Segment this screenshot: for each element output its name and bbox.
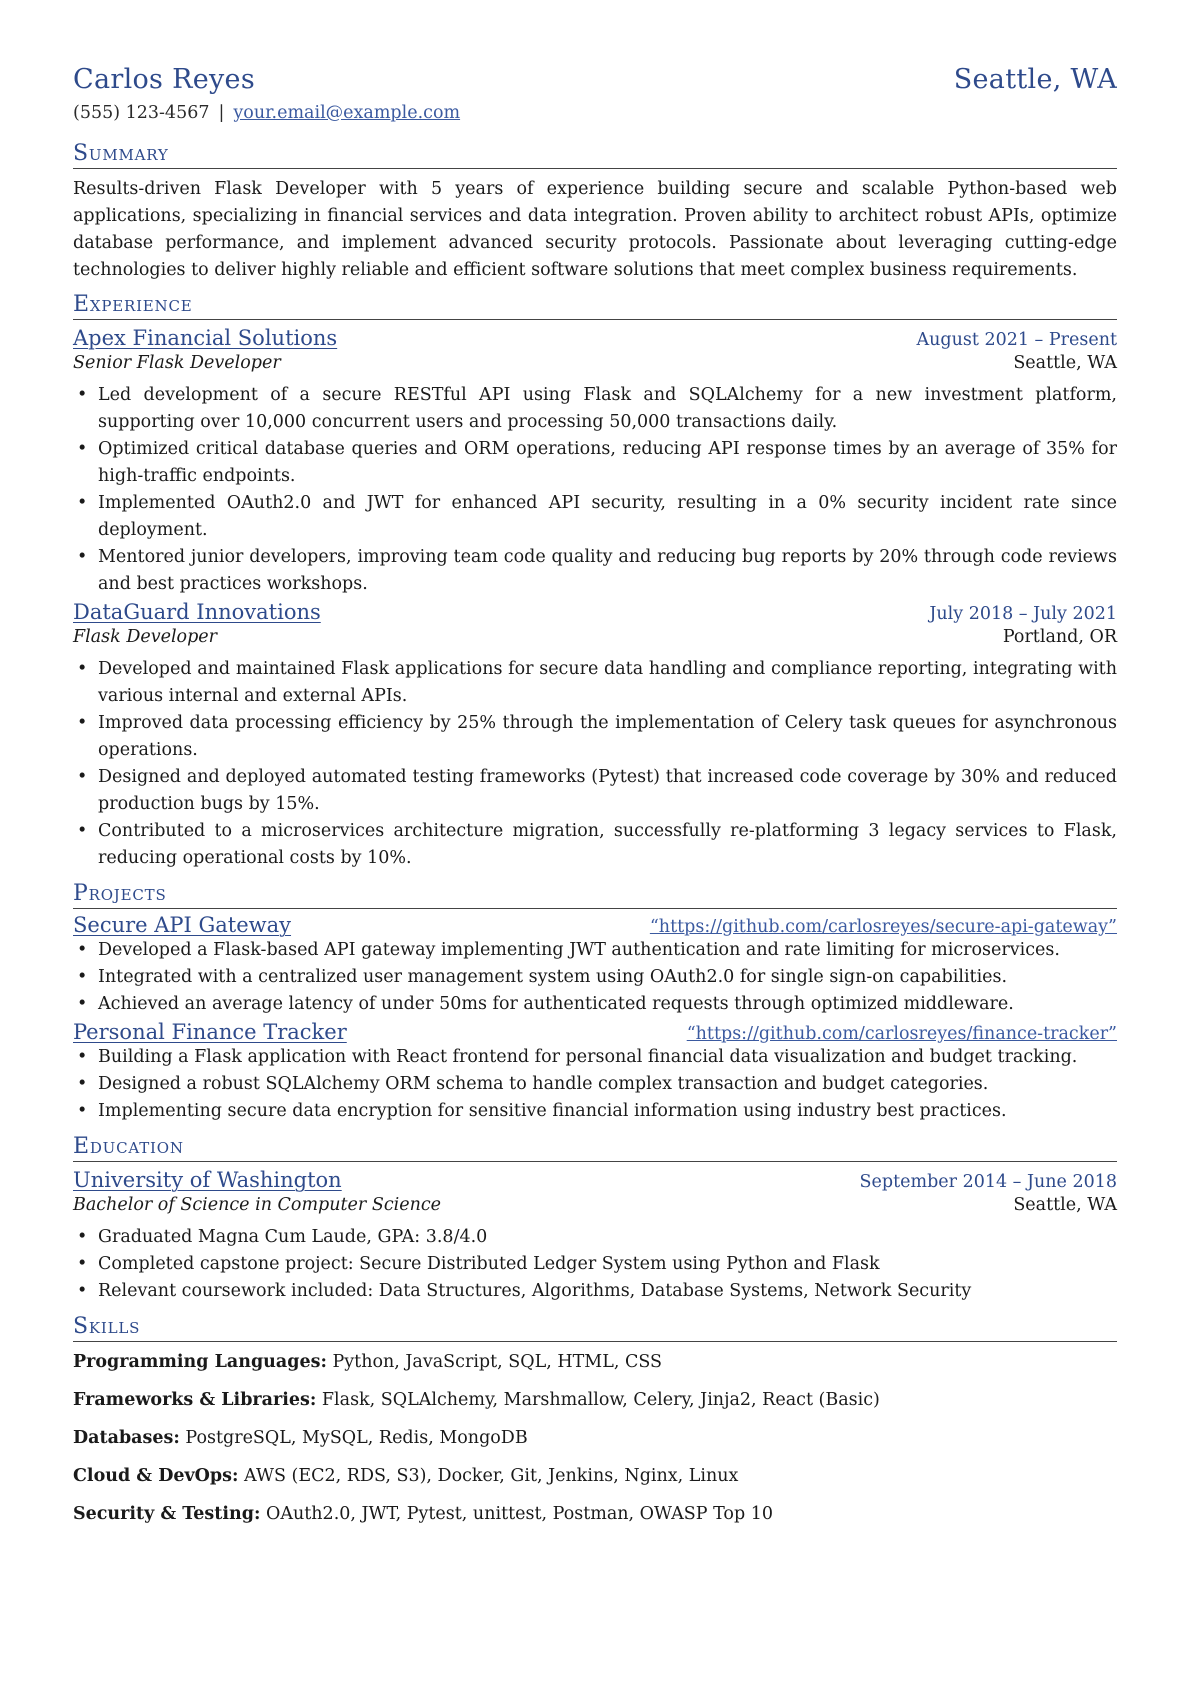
skill-value: PostgreSQL, MySQL, Redis, MongoDB [185, 1428, 528, 1448]
list-item: • Graduated Magna Cum Laude, GPA: 3.8/4.0 [73, 1224, 1117, 1251]
skill-value: AWS (EC2, RDS, S3), Docker, Git, Jenkins, Nginx, Linux [244, 1466, 739, 1486]
contact-line [73, 103, 1117, 123]
skill-label: Cloud & DevOps: [73, 1466, 239, 1486]
skill-row [73, 1463, 1117, 1490]
company-name[interactable]: DataGuard Innovations [73, 600, 321, 624]
project-entry [73, 913, 1117, 1018]
bullet-list [73, 937, 1117, 1018]
skill-value: Flask, SQLAlchemy, Marshmallow, Celery, Jinja2, React (Basic) [321, 1390, 880, 1410]
skill-row [73, 1425, 1117, 1452]
resume-header [73, 0, 1117, 95]
section-title-skills: Skills [73, 1314, 1117, 1342]
skill-label: Databases: [73, 1428, 180, 1448]
skill-label: Frameworks & Libraries: [73, 1390, 317, 1410]
job-dates: July 2018 – July 2021 [929, 604, 1117, 624]
project-link[interactable]: “https://github.com/carlosreyes/finance-tracker” [686, 1024, 1117, 1044]
education-dates: September 2014 – June 2018 [859, 1172, 1117, 1192]
education-location: Seattle, WA [1013, 1195, 1117, 1215]
candidate-location: Seattle, WA [953, 64, 1117, 95]
list-item: • Building a Flask application with React frontend for personal financial data visualization and budget tracking. [73, 1044, 1117, 1071]
project-entry [73, 1020, 1117, 1125]
contact-separator: | [218, 103, 225, 123]
section-title-experience: Experience [73, 292, 1117, 320]
list-item: • Relevant coursework included: Data Structures, Algorithms, Database Systems, Network Security [73, 1278, 1117, 1305]
list-item: • Implemented OAuth2.0 and JWT for enhanced API security, resulting in a 0% security incident rate since deployment. [73, 490, 1117, 544]
skill-value: OAuth2.0, JWT, Pytest, unittest, Postman, OWASP Top 10 [266, 1504, 773, 1524]
skill-label: Security & Testing: [73, 1504, 261, 1524]
education-entry [73, 1168, 1117, 1305]
bullet-list [73, 382, 1117, 598]
list-item: • Designed and deployed automated testing frameworks (Pytest) that increased code coverage by 30% and reduced production bugs by 15%. [73, 764, 1117, 818]
list-item: • Completed capstone project: Secure Distributed Ledger System using Python and Flask [73, 1251, 1117, 1278]
section-title-projects: Projects [73, 881, 1117, 909]
list-item: • Improved data processing efficiency by 25% through the implementation of Celery task queues for asynchronous operations. [73, 710, 1117, 764]
list-item: • Led development of a secure RESTful API using Flask and SQLAlchemy for a new investment platform, supporting over 10,000 concurrent users and processing 50,000 transactions daily. [73, 382, 1117, 436]
phone-number: (555) 123-4567 [73, 103, 210, 123]
list-item: • Optimized critical database queries and ORM operations, reducing API response times by an average of 35% for high-traffic endpoints. [73, 436, 1117, 490]
job-dates: August 2021 – Present [916, 330, 1117, 350]
job-role: Flask Developer [73, 627, 218, 647]
skill-label: Programming Languages: [73, 1352, 327, 1372]
list-item: • Integrated with a centralized user management system using OAuth2.0 for single sign-on capabilities. [73, 964, 1117, 991]
school-name[interactable]: University of Washington [73, 1168, 342, 1192]
project-name[interactable]: Secure API Gateway [73, 913, 292, 937]
skill-row [73, 1387, 1117, 1414]
skills-list [73, 1349, 1117, 1528]
company-name[interactable]: Apex Financial Solutions [73, 326, 338, 350]
job-role: Senior Flask Developer [73, 353, 281, 373]
candidate-name: Carlos Reyes [73, 64, 255, 95]
project-name[interactable]: Personal Finance Tracker [73, 1020, 347, 1044]
bullet-list [73, 1224, 1117, 1305]
skill-row [73, 1349, 1117, 1376]
job-location: Seattle, WA [1013, 353, 1117, 373]
section-title-summary: Summary [73, 141, 1117, 169]
email-link[interactable]: your.email@example.com [233, 103, 461, 123]
bullet-list [73, 656, 1117, 872]
experience-entry [73, 600, 1117, 872]
skill-value: Python, JavaScript, SQL, HTML, CSS [332, 1352, 663, 1372]
list-item: • Contributed to a microservices architecture migration, successfully re-platforming 3 legacy services to Flask, reducing operational costs by 10%. [73, 818, 1117, 872]
list-item: • Implementing secure data encryption for sensitive financial information using industry best practices. [73, 1098, 1117, 1125]
project-link[interactable]: “https://github.com/carlosreyes/secure-api-gateway” [649, 917, 1117, 937]
job-location: Portland, OR [1002, 627, 1117, 647]
skill-row [73, 1501, 1117, 1528]
list-item: • Achieved an average latency of under 50ms for authenticated requests through optimized middleware. [73, 991, 1117, 1018]
summary-text: Results-driven Flask Developer with 5 years of experience building secure and scalable Python-based web applications, specializing in financial services and data integration. Proven ability to architect robust APIs, optimize database performance, and implement advanced security protocols. Passionate about leveraging cutting-edge technologies to deliver highly reliable and efficient software solutions that meet complex business requirements. [73, 179, 1117, 280]
list-item: • Developed a Flask-based API gateway implementing JWT authentication and rate limiting for microservices. [73, 937, 1117, 964]
experience-entry [73, 326, 1117, 598]
list-item: • Developed and maintained Flask applications for secure data handling and compliance reporting, integrating with various internal and external APIs. [73, 656, 1117, 710]
degree: Bachelor of Science in Computer Science [73, 1195, 442, 1215]
bullet-list [73, 1044, 1117, 1125]
list-item: • Mentored junior developers, improving team code quality and reducing bug reports by 20% through code reviews and best practices workshops. [73, 544, 1117, 598]
section-title-education: Education [73, 1134, 1117, 1162]
list-item: • Designed a robust SQLAlchemy ORM schema to handle complex transaction and budget categories. [73, 1071, 1117, 1098]
